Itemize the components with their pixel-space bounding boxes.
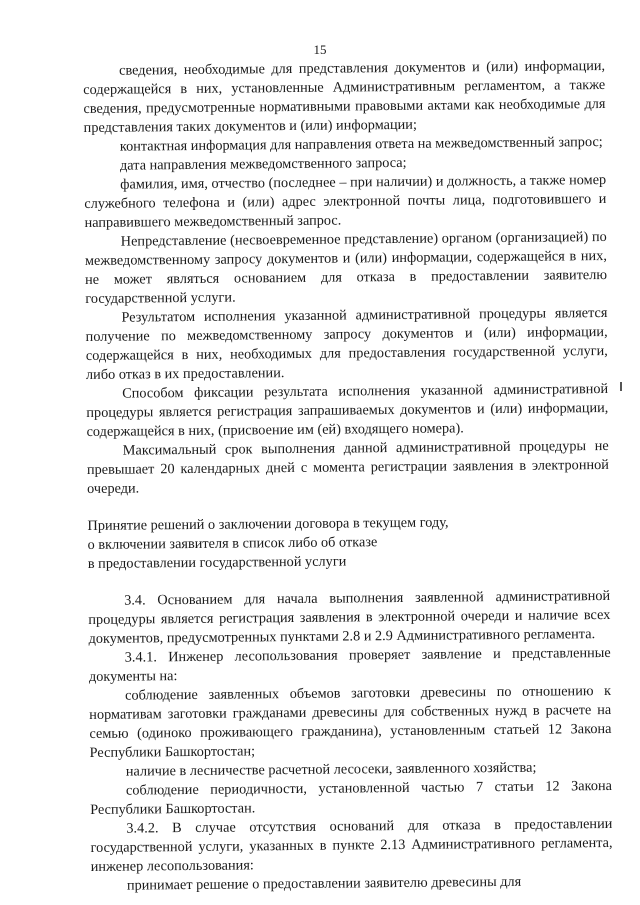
heading-line: о включении заявителя в список либо об отказе (87, 534, 378, 553)
paragraph: фамилия, имя, отчество (последнее – при наличии) и должность, а также номер служебного телефона и (или) адрес электронной почты лица, подготовившего и направившего межведомственный запрос. (84, 171, 607, 231)
paragraph: Максимальный срок выполнения данной административной процедуры не превышает 20 календарных дней с момента регистрации заявления в электронной очереди. (86, 437, 609, 497)
paragraph: Способом фиксации результата исполнения указанной административной процедуры является регистрация запрашиваемых документов и (или) информации, содержащейся в них, (присвоение им (ей) входящего номера). (86, 380, 609, 440)
margin-mark (620, 382, 622, 391)
paragraphs-top (83, 57, 609, 499)
paragraph: 3.4.2. В случае отсутствия оснований для отказа в предоставлении государственной услуги, указанных в пункте 2.13 Административного регламента, инженер лесопользования: (90, 815, 613, 875)
paragraph: 3.4.1. Инженер лесопользования проверяет заявление и представленные документы на: (88, 644, 611, 685)
heading-line: Принятие решений о заключении договора в текущем году, (87, 514, 449, 534)
paragraph: Результатом исполнения указанной административной процедуры является получение по межведомственному запросу документов и (или) информации, содержащейся в них, необходимых для предоставления государственной услуги, либо отказ в их предоставлении. (85, 304, 608, 383)
paragraph: сведения, необходимые для представления документов и (или) информации, содержащейся в них, установленные Административным регламентом, а также сведения, предусмотренные нормативными правовыми актами как необходимые для представления таких документов и (или) информации; (83, 57, 606, 136)
paragraph: дата направления межведомственного запроса; (119, 154, 407, 174)
paragraphs-bottom (88, 587, 613, 896)
paragraph: контактная информация для направления ответа на межведомственный запрос; (119, 134, 603, 155)
section-heading (87, 512, 610, 574)
paragraph: 3.4. Основанием для начала выполнения заявленной административной процедуры является регистрация заявления в электронной очереди и наличие всех документов, предусмотренных пунктами 2.8 и 2.9 Административного регламента. (88, 587, 611, 647)
paragraph: принимает решение о предоставлении заявителю древесины для (126, 873, 522, 894)
paragraph: Непредставление (несвоевременное представление) органом (организацией) по межведомственному запросу документов и (или) информации, содержащейся в них, не может являться основанием для отказа в предоставлении заявителю государственной услуги. (84, 228, 608, 307)
document-body (83, 57, 613, 896)
paragraph: соблюдение заявленных объемов заготовки древесины по отношению к нормативам заготовки гражданами древесины для собственных нужд в расчете на семью (одиноко проживающего гражданина), установленным статьей 12 Закона Республики Башкортостан; (89, 682, 612, 761)
paragraph: наличие в лесничестве расчетной лесосеки, заявленного хозяйства; (125, 759, 537, 780)
page-number: 15 (313, 42, 327, 57)
paragraph: соблюдение периодичности, установленной частью 7 статьи 12 Закона Республики Башкортостан. (90, 777, 613, 818)
heading-line: в предоставлении государственной услуги (87, 553, 347, 572)
